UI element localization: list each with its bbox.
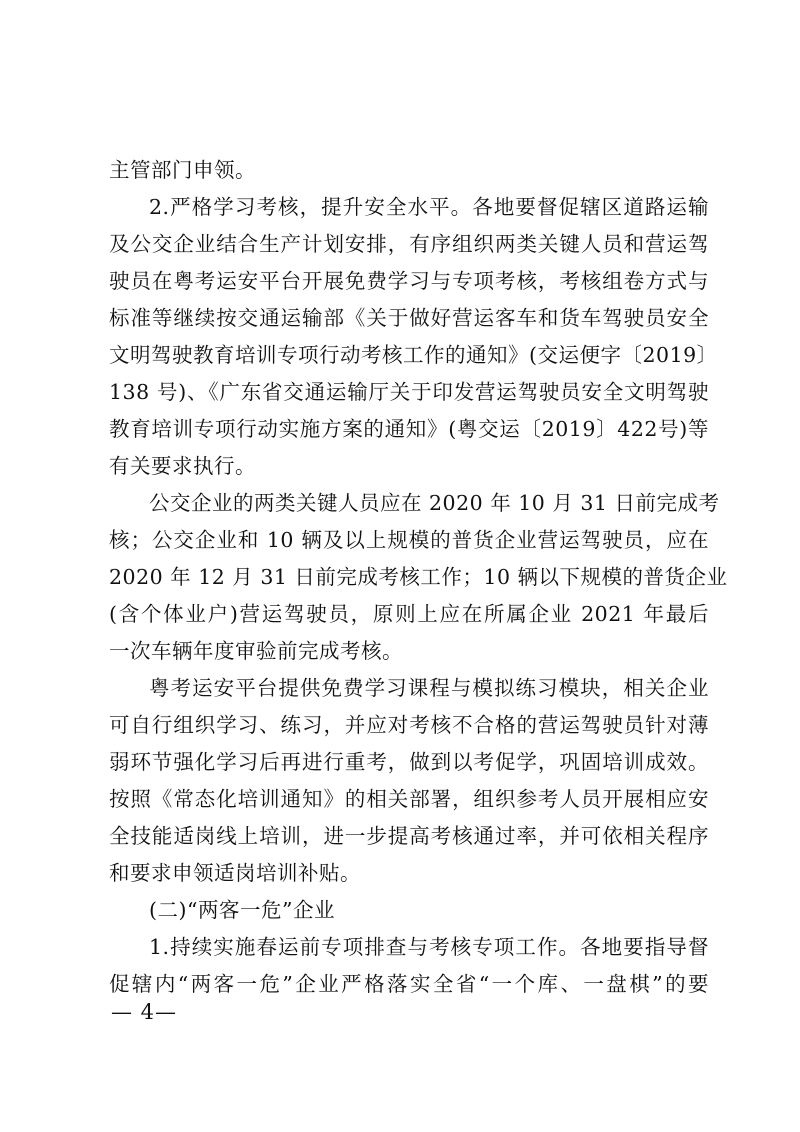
paragraph-line-16: 可自行组织学习、练习，并应对考核不合格的营运驾驶员针对薄 — [109, 713, 709, 737]
paragraph-line-20: 和要求申领适岗培训补贴。 — [109, 861, 361, 885]
paragraph-line-4: 驶员在粤考运安平台开展免费学习与专项考核，考核组卷方式与 — [109, 269, 709, 293]
paragraph-line-2: 2.严格学习考核，提升安全水平。各地要督促辖区道路运输 — [149, 195, 709, 219]
paragraph-line-14: 一次车辆年度审验前完成考核。 — [109, 639, 403, 663]
paragraph-line-1: 主管部门申领。 — [109, 158, 256, 182]
paragraph-line-22: 1.持续实施春运前专项排查与考核专项工作。各地要指导督 — [149, 935, 709, 959]
section-heading: (二)“两客一危”企业 — [149, 898, 335, 922]
paragraph-line-7: 138 号)、《广东省交通运输厅关于印发营运驾驶员安全文明驾驶 — [109, 380, 709, 404]
paragraph-line-12: 2020 年 12 月 31 日前完成考核工作；10 辆以下规模的普货企业 — [109, 565, 728, 589]
paragraph-line-3: 及公交企业结合生产计划安排，有序组织两类关键人员和营运驾 — [109, 232, 709, 256]
paragraph-line-13: (含个体业户)营运驾驶员，原则上应在所属企业 2021 年最后 — [109, 602, 709, 626]
paragraph-line-17: 弱环节强化学习后再进行重考，做到以考促学，巩固培训成效。 — [109, 750, 709, 774]
paragraph-line-15: 粤考运安平台提供免费学习课程与模拟练习模块，相关企业 — [149, 676, 709, 700]
paragraph-line-9: 有关要求执行。 — [109, 454, 256, 478]
paragraph-line-19: 全技能适岗线上培训，进一步提高考核通过率，并可依相关程序 — [109, 824, 709, 848]
paragraph-line-8: 教育培训专项行动实施方案的通知》(粤交运〔2019〕422号)等 — [109, 417, 709, 441]
paragraph-line-11: 核；公交企业和 10 辆及以上规模的普货企业营运驾驶员，应在 — [109, 528, 709, 552]
paragraph-line-6: 文明驾驶教育培训专项行动考核工作的通知》(交运便字〔2019〕 — [109, 343, 718, 367]
paragraph-line-10: 公交企业的两类关键人员应在 2020 年 10 月 31 日前完成考 — [149, 491, 720, 515]
paragraph-line-23: 促辖内“两客一危”企业严格落实全省“一个库、一盘棋”的要 — [109, 972, 709, 996]
paragraph-line-18: 按照《常态化培训通知》的相关部署，组织参考人员开展相应安 — [109, 787, 709, 811]
paragraph-line-5: 标准等继续按交通运输部《关于做好营运客车和货车驾驶员安全 — [109, 306, 709, 330]
page-number: — 4— — [111, 1000, 178, 1024]
